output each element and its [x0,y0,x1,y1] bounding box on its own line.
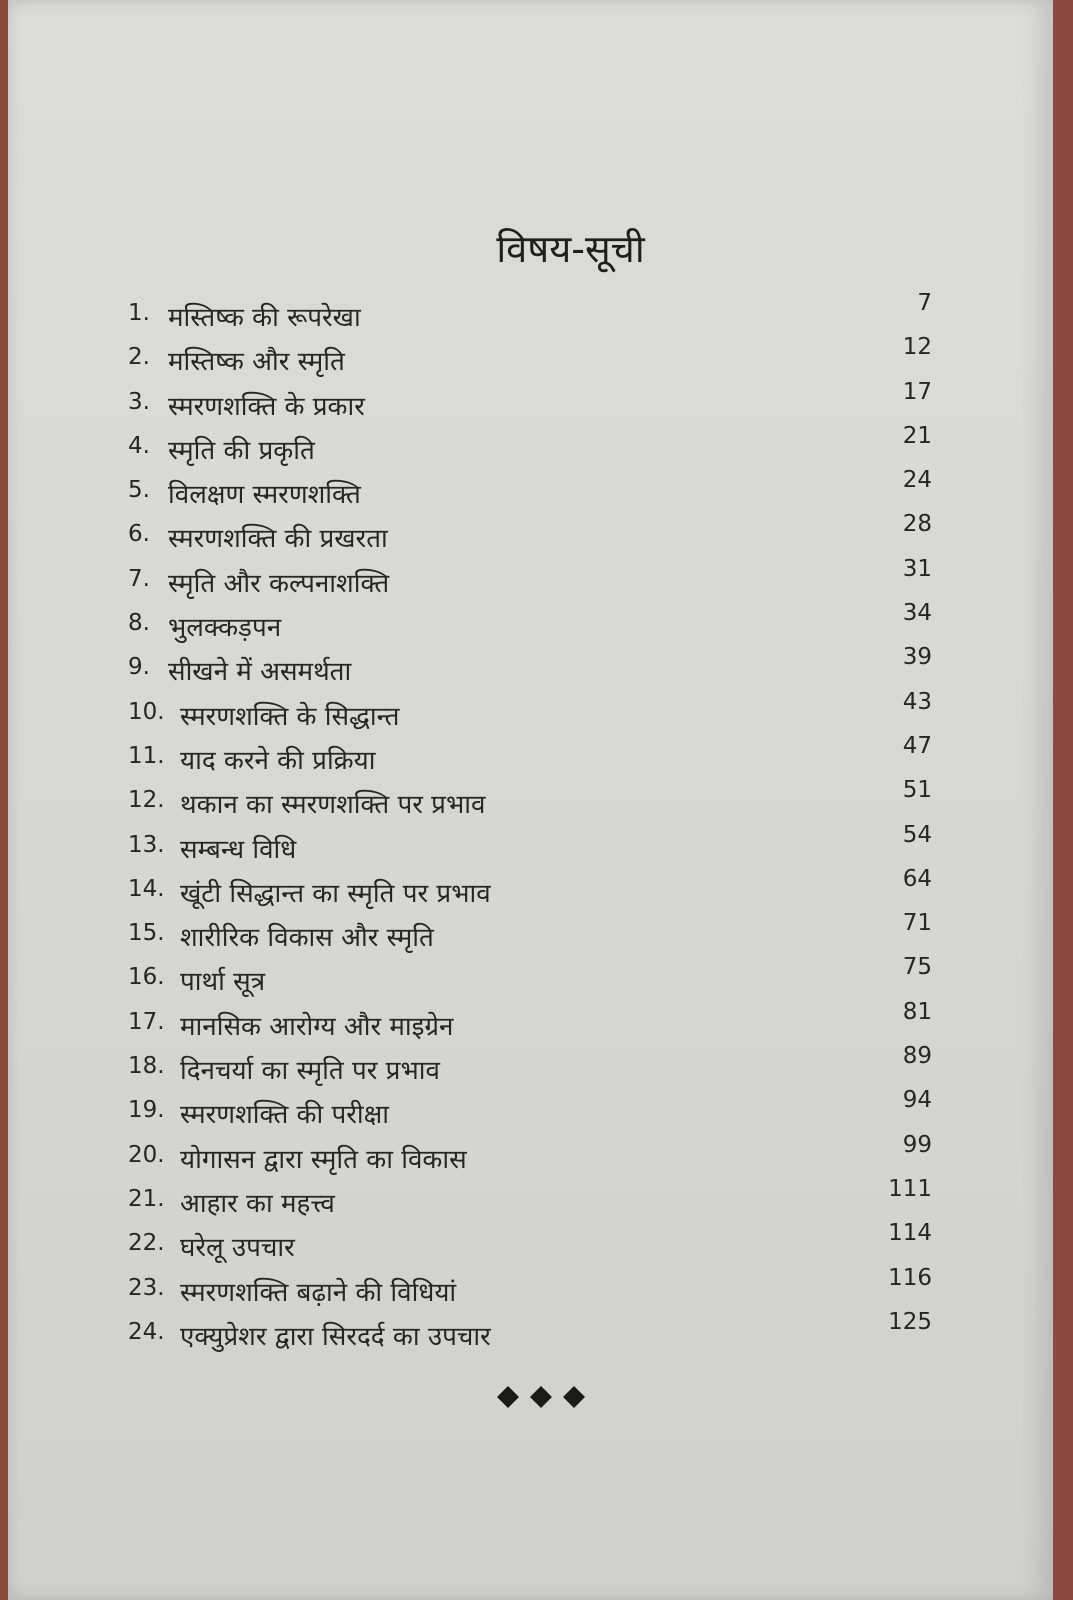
item-title: पार्था सूत्र [180,967,266,998]
item-page-number: 7 [917,290,932,316]
item-number: 14. [128,875,165,902]
item-page-number: 34 [902,600,932,627]
item-number: 1. [128,300,150,326]
toc-item [128,912,968,956]
item-page-number: 39 [902,644,932,671]
toc-item [128,422,968,469]
item-number: 9. [128,654,150,681]
item-title: शारीरिक विकास और स्मृति [180,923,434,954]
item-page-number: 64 [902,865,932,892]
toc-item [128,602,968,646]
toc-item [128,956,968,1000]
table-of-contents [128,292,968,1355]
item-title: स्मरणशक्ति बढ़ाने की विधियां [180,1277,457,1308]
toc-item [128,1131,968,1178]
item-number: 22. [128,1230,165,1257]
item-number: 21. [128,1185,165,1212]
item-number: 5. [128,477,150,504]
item-title: विलक्षण स्मरणशक्ति [168,480,361,511]
item-number: 13. [128,831,165,858]
toc-item [128,469,968,513]
item-number: 19. [128,1097,165,1124]
item-page-number: 89 [902,1043,932,1070]
item-page-number: 99 [902,1131,932,1158]
item-page-number: 75 [902,954,932,981]
item-number: 3. [128,388,150,415]
item-page-number: 54 [902,821,932,848]
toc-item [128,513,968,557]
item-title: मानसिक आरोग्य और माइग्रेन [180,1011,454,1042]
item-number: 11. [128,742,165,769]
toc-item [128,779,968,823]
toc-item [128,998,968,1045]
item-page-number: 125 [888,1308,932,1335]
item-title: स्मृति की प्रकृति [168,435,315,466]
item-page-number: 43 [902,688,932,715]
item-number: 18. [128,1053,165,1080]
item-number: 23. [128,1274,165,1301]
item-page-number: 17 [902,378,932,405]
toc-item [128,688,968,735]
item-number: 17. [128,1008,165,1035]
toc-item [128,378,968,425]
toc-item [128,732,968,779]
item-number: 4. [128,432,150,459]
item-title: घरेलू उपचार [180,1233,295,1264]
item-page-number: 81 [902,998,932,1025]
item-title: आहार का महत्त्व [180,1188,335,1219]
item-page-number: 111 [888,1175,932,1202]
three-diamonds-icon [496,1384,586,1410]
toc-item [128,1089,968,1133]
item-page-number: 31 [902,555,932,582]
item-page-number: 21 [902,422,932,449]
item-title: स्मरणशक्ति की परीक्षा [180,1100,390,1131]
item-title: खूंटी सिद्धान्त का स्मृति पर प्रभाव [180,878,491,909]
item-number: 24. [128,1318,165,1345]
item-number: 15. [128,920,165,947]
item-page-number: 116 [888,1264,932,1291]
item-number: 20. [128,1141,165,1168]
item-title: मस्तिष्क की रूपरेखा [168,303,361,333]
item-title: स्मरणशक्ति के प्रकार [168,391,365,422]
item-title: एक्युप्रेशर द्वारा सिरदर्द का उपचार [180,1321,491,1352]
toc-item [128,821,968,868]
item-title: सीखने में असमर्थता [168,657,352,688]
item-title: योगासन द्वारा स्मृति का विकास [180,1144,467,1175]
item-title: सम्बन्ध विधि [180,834,297,865]
toc-item [128,555,968,602]
book-page [8,0,1053,1600]
item-title: दिनचर्या का स्मृति पर प्रभाव [180,1056,440,1087]
page-title: विषय-सूची [496,227,645,271]
item-number: 2. [128,344,150,371]
item-title: याद करने की प्रक्रिया [180,745,376,776]
item-number: 7. [128,565,150,592]
item-page-number: 71 [902,910,932,937]
item-page-number: 47 [902,732,932,759]
item-page-number: 114 [888,1220,932,1247]
item-page-number: 12 [902,334,932,361]
toc-item [128,292,968,336]
item-number: 8. [128,610,150,637]
item-title: स्मरणशक्ति की प्रखरता [168,524,388,555]
item-number: 10. [128,698,165,725]
item-title: मस्तिष्क और स्मृति [168,347,345,378]
toc-item [128,1308,968,1355]
item-title: थकान का स्मरणशक्ति पर प्रभाव [180,790,486,821]
item-page-number: 28 [902,511,932,538]
toc-item [128,1222,968,1266]
item-title: भुलक्कड़पन [168,613,282,644]
item-number: 16. [128,964,165,991]
item-page-number: 24 [902,467,932,494]
item-title: स्मृति और कल्पनाशक्ति [168,568,390,599]
toc-item [128,1045,968,1089]
toc-item [128,646,968,690]
item-number: 6. [128,521,150,548]
toc-item [128,1264,968,1311]
item-page-number: 94 [902,1087,932,1114]
toc-item [128,1175,968,1222]
item-number: 12. [128,787,165,814]
toc-item [128,865,968,912]
toc-item [128,336,968,380]
item-page-number: 51 [902,777,932,804]
item-title: स्मरणशक्ति के सिद्धान्त [180,701,400,732]
